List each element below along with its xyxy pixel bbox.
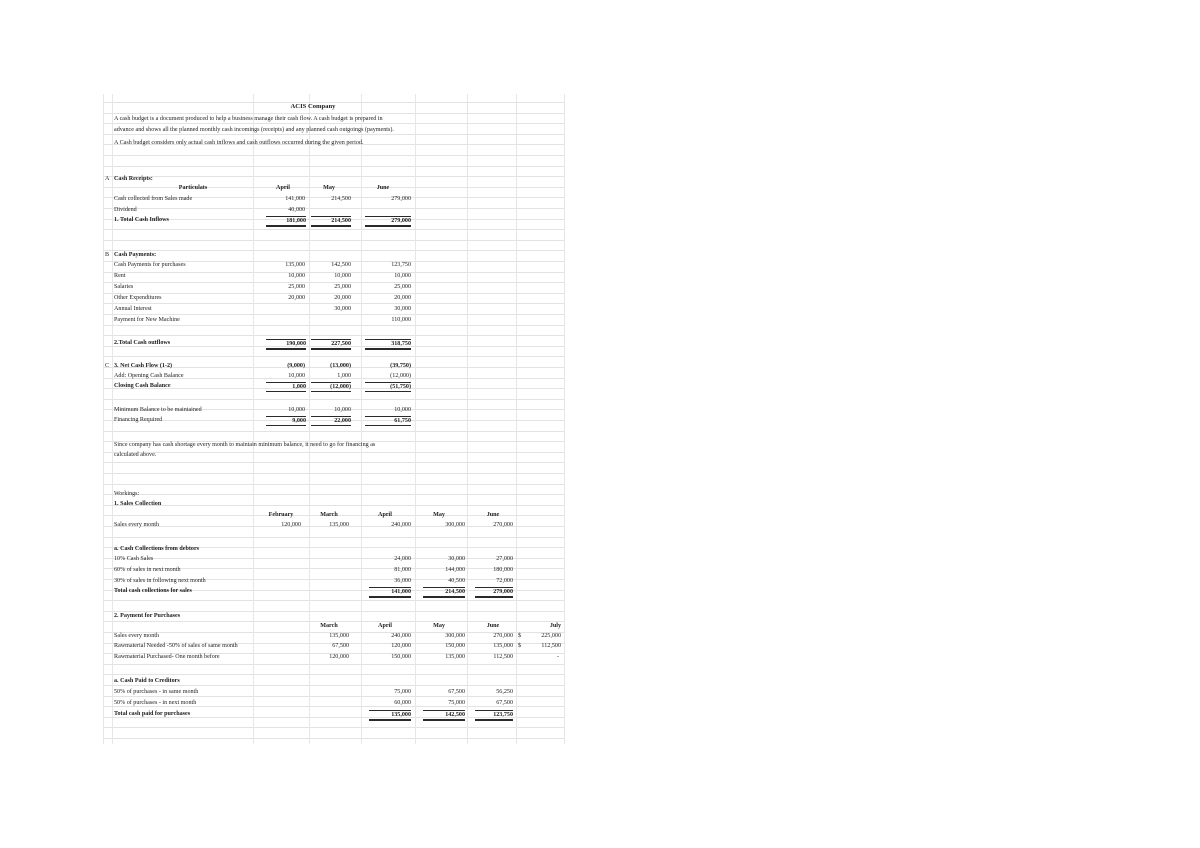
grid-row-line	[103, 452, 565, 453]
collection-value: 24,000	[394, 556, 411, 562]
netflow-value: (9,000)	[287, 363, 305, 369]
dollar-sign: $	[518, 643, 522, 649]
opening-balance-value: (12,000)	[390, 373, 411, 379]
month-header-may: May	[323, 185, 335, 191]
collections-total-value: 141,000	[369, 587, 411, 598]
closing-balance-value: 1,000	[266, 382, 306, 392]
payment-value: 142,500	[331, 262, 351, 268]
purchase-row-value: 135,000	[493, 643, 513, 649]
collection-value: 27,000	[496, 556, 513, 562]
grid-row-line	[103, 431, 565, 432]
grid-row-line	[103, 134, 565, 135]
grid-row-line	[103, 674, 565, 675]
spreadsheet	[103, 94, 565, 744]
sales-month-header: March	[320, 512, 338, 518]
collection-label: 10% Cash Sales	[114, 556, 154, 562]
payments-title: Cash Payments:	[114, 252, 157, 258]
grid-row-line	[103, 325, 565, 326]
sales-value: 240,000	[391, 522, 411, 528]
intro-line-1: A cash budget is a document produced to help a business manage their cash flow. A cash budget is prepared in	[114, 116, 383, 122]
payment-value: 135,000	[285, 262, 305, 268]
minimum-balance-value: 10,000	[288, 407, 305, 413]
collection-value: 81,000	[394, 567, 411, 573]
collection-value: 36,000	[394, 578, 411, 584]
sales-month-header: April	[378, 512, 392, 518]
sales-value: 300,000	[445, 522, 465, 528]
sales-every-month-label: Sales every month	[114, 522, 160, 528]
netflow-value: (13,000)	[330, 363, 351, 369]
collection-label: 60% of sales in next month	[114, 567, 181, 573]
sales-value: 120,000	[281, 522, 301, 528]
grid-row-line	[103, 399, 565, 400]
grid-row-line	[103, 505, 565, 506]
sales-collection-title: 1. Sales Collection	[114, 501, 162, 507]
netflow-label: 3. Net Cash Flow (1-2)	[114, 363, 173, 369]
purchase-row-value: 225,000	[541, 633, 561, 639]
sales-value: 270,000	[493, 522, 513, 528]
sales-value: 135,000	[329, 522, 349, 528]
grid-row-line	[103, 250, 565, 251]
closing-balance-value: (12,000)	[311, 382, 351, 392]
month-header-april: April	[276, 185, 290, 191]
payment-label: Rent	[114, 273, 126, 279]
grid-row-line	[103, 356, 565, 357]
collection-value: 30,000	[448, 556, 465, 562]
financing-value: 9,000	[266, 416, 306, 426]
total-inflows-label: 1. Total Cash Inflows	[114, 217, 169, 223]
creditor-value: 75,000	[394, 689, 411, 695]
grid-row-line	[103, 166, 565, 167]
collections-total-value: 279,000	[475, 587, 513, 598]
total-inflows-value: 214,500	[311, 216, 351, 227]
creditors-total-value: 142,500	[423, 710, 465, 721]
payment-value: 110,000	[391, 317, 411, 323]
payment-label: Other Expenditures	[114, 295, 162, 301]
creditor-value: 67,500	[496, 700, 513, 706]
purchase-month-header: June	[486, 623, 500, 629]
grid-row-line	[103, 600, 565, 601]
total-outflows-value: 227,500	[311, 339, 351, 350]
collection-value: 180,000	[493, 567, 513, 573]
purchase-row-value: 120,000	[391, 643, 411, 649]
purchase-row-value: 112,500	[541, 643, 561, 649]
closing-balance-value: (51,750)	[365, 382, 411, 392]
month-header-june: June	[376, 185, 390, 191]
payment-value: 10,000	[288, 273, 305, 279]
collection-label: 30% of sales in following next month	[114, 578, 206, 584]
netflow-value: (39,750)	[390, 363, 411, 369]
note-line-2: calculated above.	[114, 452, 157, 458]
purchase-row-value: 270,000	[493, 633, 513, 639]
grid-row-line	[103, 314, 565, 315]
payment-value: 25,000	[334, 284, 351, 290]
workings-title: Workings:	[114, 491, 140, 497]
collections-total-value: 214,500	[423, 587, 465, 598]
financing-value: 22,000	[311, 416, 351, 426]
collections-title: a. Cash Collections from debtors	[114, 546, 200, 552]
creditor-value: 67,500	[448, 689, 465, 695]
creditor-value: 60,000	[394, 700, 411, 706]
purchase-row-label: Sales every month	[114, 633, 160, 639]
creditor-label: 50% of purchases - in next month	[114, 700, 197, 706]
total-inflows-value: 279,000	[365, 216, 411, 227]
section-marker-c: C	[105, 363, 110, 369]
receipt-label: Cash collected from Sales made	[114, 196, 193, 202]
opening-balance-value: 10,000	[288, 373, 305, 379]
grid-col-line	[516, 94, 517, 744]
payment-value: 20,000	[288, 295, 305, 301]
purchase-row-value: 120,000	[329, 654, 349, 660]
receipt-value: 40,000	[288, 207, 305, 213]
purchase-month-header: July	[549, 623, 561, 629]
collection-value: 40,500	[448, 578, 465, 584]
payment-value: 25,000	[288, 284, 305, 290]
purchase-row-value: 150,000	[445, 643, 465, 649]
purchase-row-label: Rawmaterial Needed -50% of sales of same month	[114, 643, 238, 649]
minimum-balance-label: Minimum Balance to be maintained	[114, 407, 202, 413]
grid-row-line	[103, 664, 565, 665]
payment-value: 20,000	[334, 295, 351, 301]
purchase-row-value: 112,500	[493, 654, 513, 660]
section-marker-b: B	[105, 252, 110, 258]
purchase-row-value: -	[556, 654, 559, 660]
grid-row-line	[103, 303, 565, 304]
creditors-total-value: 135,000	[369, 710, 411, 721]
receipt-value: 214,500	[331, 196, 351, 202]
grid-col-line	[103, 94, 104, 744]
intro-line-3: A Cash budget considers only actual cash inflows and cash outflows occurred during the given period.	[114, 140, 364, 146]
collection-value: 72,000	[496, 578, 513, 584]
creditor-value: 75,000	[448, 700, 465, 706]
payment-label: Salaries	[114, 284, 134, 290]
closing-balance-label: Closing Cash Balance	[114, 383, 171, 389]
note-line-1: Since company has cash shortage every month to maintain minimum balance, it need to go for financing as	[114, 442, 376, 448]
grid-col-line	[112, 94, 113, 744]
total-outflows-value: 190,000	[266, 339, 306, 350]
purchases-title: 2. Payment for Purchases	[114, 613, 181, 619]
collections-total-label: Total cash collections for sales	[114, 588, 192, 594]
grid-row-line	[103, 462, 565, 463]
purchase-row-value: 135,000	[329, 633, 349, 639]
grid-row-line	[103, 113, 565, 114]
purchase-month-header: May	[433, 623, 445, 629]
creditors-total-label: Total cash paid for purchases	[114, 711, 191, 717]
financing-label: Financing Required	[114, 417, 163, 423]
creditors-total-value: 123,750	[475, 710, 513, 721]
purchase-row-value: 300,000	[445, 633, 465, 639]
opening-balance-label: Add: Opening Cash Balance	[114, 373, 184, 379]
payment-value: 30,000	[394, 306, 411, 312]
purchase-row-value: 150,000	[391, 654, 411, 660]
total-outflows-label: 2.Total Cash outflows	[114, 340, 171, 346]
grid-row-line	[103, 738, 565, 739]
grid-row-line	[103, 494, 565, 495]
payment-label: Payment for New Machine	[114, 317, 180, 323]
receipt-value: 141,000	[285, 196, 305, 202]
grid-row-line	[103, 155, 565, 156]
grid-row-line	[103, 208, 565, 209]
creditor-value: 56,250	[496, 689, 513, 695]
purchase-month-header: April	[378, 623, 392, 629]
sales-month-header: February	[268, 512, 294, 518]
receipts-title: Cash Receipts:	[114, 176, 153, 182]
minimum-balance-value: 10,000	[394, 407, 411, 413]
grid-row-line	[103, 696, 565, 697]
payment-value: 10,000	[334, 273, 351, 279]
payment-label: Annual Interest	[114, 306, 152, 312]
grid-row-line	[103, 727, 565, 728]
payment-label: Cash Payments for purchases	[114, 262, 186, 268]
financing-value: 61,750	[365, 416, 411, 426]
total-outflows-value: 318,750	[365, 339, 411, 350]
payment-value: 25,000	[394, 284, 411, 290]
grid-row-line	[103, 484, 565, 485]
particulars-header: Particulats	[178, 185, 208, 191]
section-marker-a: A	[105, 176, 110, 182]
total-inflows-value: 181,000	[266, 216, 306, 227]
grid-row-line	[103, 335, 565, 336]
grid-row-line	[103, 240, 565, 241]
creditors-title: a. Cash Paid to Creditors	[114, 678, 180, 684]
grid-row-line	[103, 685, 565, 686]
collection-value: 144,000	[445, 567, 465, 573]
grid-row-line	[103, 176, 565, 177]
payment-value: 123,750	[391, 262, 411, 268]
purchase-row-value: 67,500	[332, 643, 349, 649]
purchase-row-value: 135,000	[445, 654, 465, 660]
grid-col-line	[564, 94, 565, 744]
payment-value: 30,000	[334, 306, 351, 312]
grid-row-line	[103, 229, 565, 230]
minimum-balance-value: 10,000	[334, 407, 351, 413]
purchase-row-value: 240,000	[391, 633, 411, 639]
receipt-label: Dividend	[114, 207, 137, 213]
opening-balance-value: 1,000	[337, 373, 351, 379]
grid-row-line	[103, 473, 565, 474]
payment-value: 10,000	[394, 273, 411, 279]
grid-row-line	[103, 123, 565, 124]
intro-line-2: advance and shows all the planned monthly cash incomings (receipts) and any planned cash outgoings (payments).	[114, 127, 394, 133]
payment-value: 20,000	[394, 295, 411, 301]
creditor-label: 50% of purchases - in same month	[114, 689, 199, 695]
sales-month-header: June	[486, 512, 500, 518]
sales-month-header: May	[433, 512, 445, 518]
dollar-sign: $	[518, 633, 522, 639]
purchase-month-header: March	[320, 623, 338, 629]
grid-row-line	[103, 537, 565, 538]
purchase-row-label: Rawmaterial Purchased- One month before	[114, 654, 220, 660]
receipt-value: 279,000	[391, 196, 411, 202]
company-title: ACIS Company	[290, 103, 336, 110]
